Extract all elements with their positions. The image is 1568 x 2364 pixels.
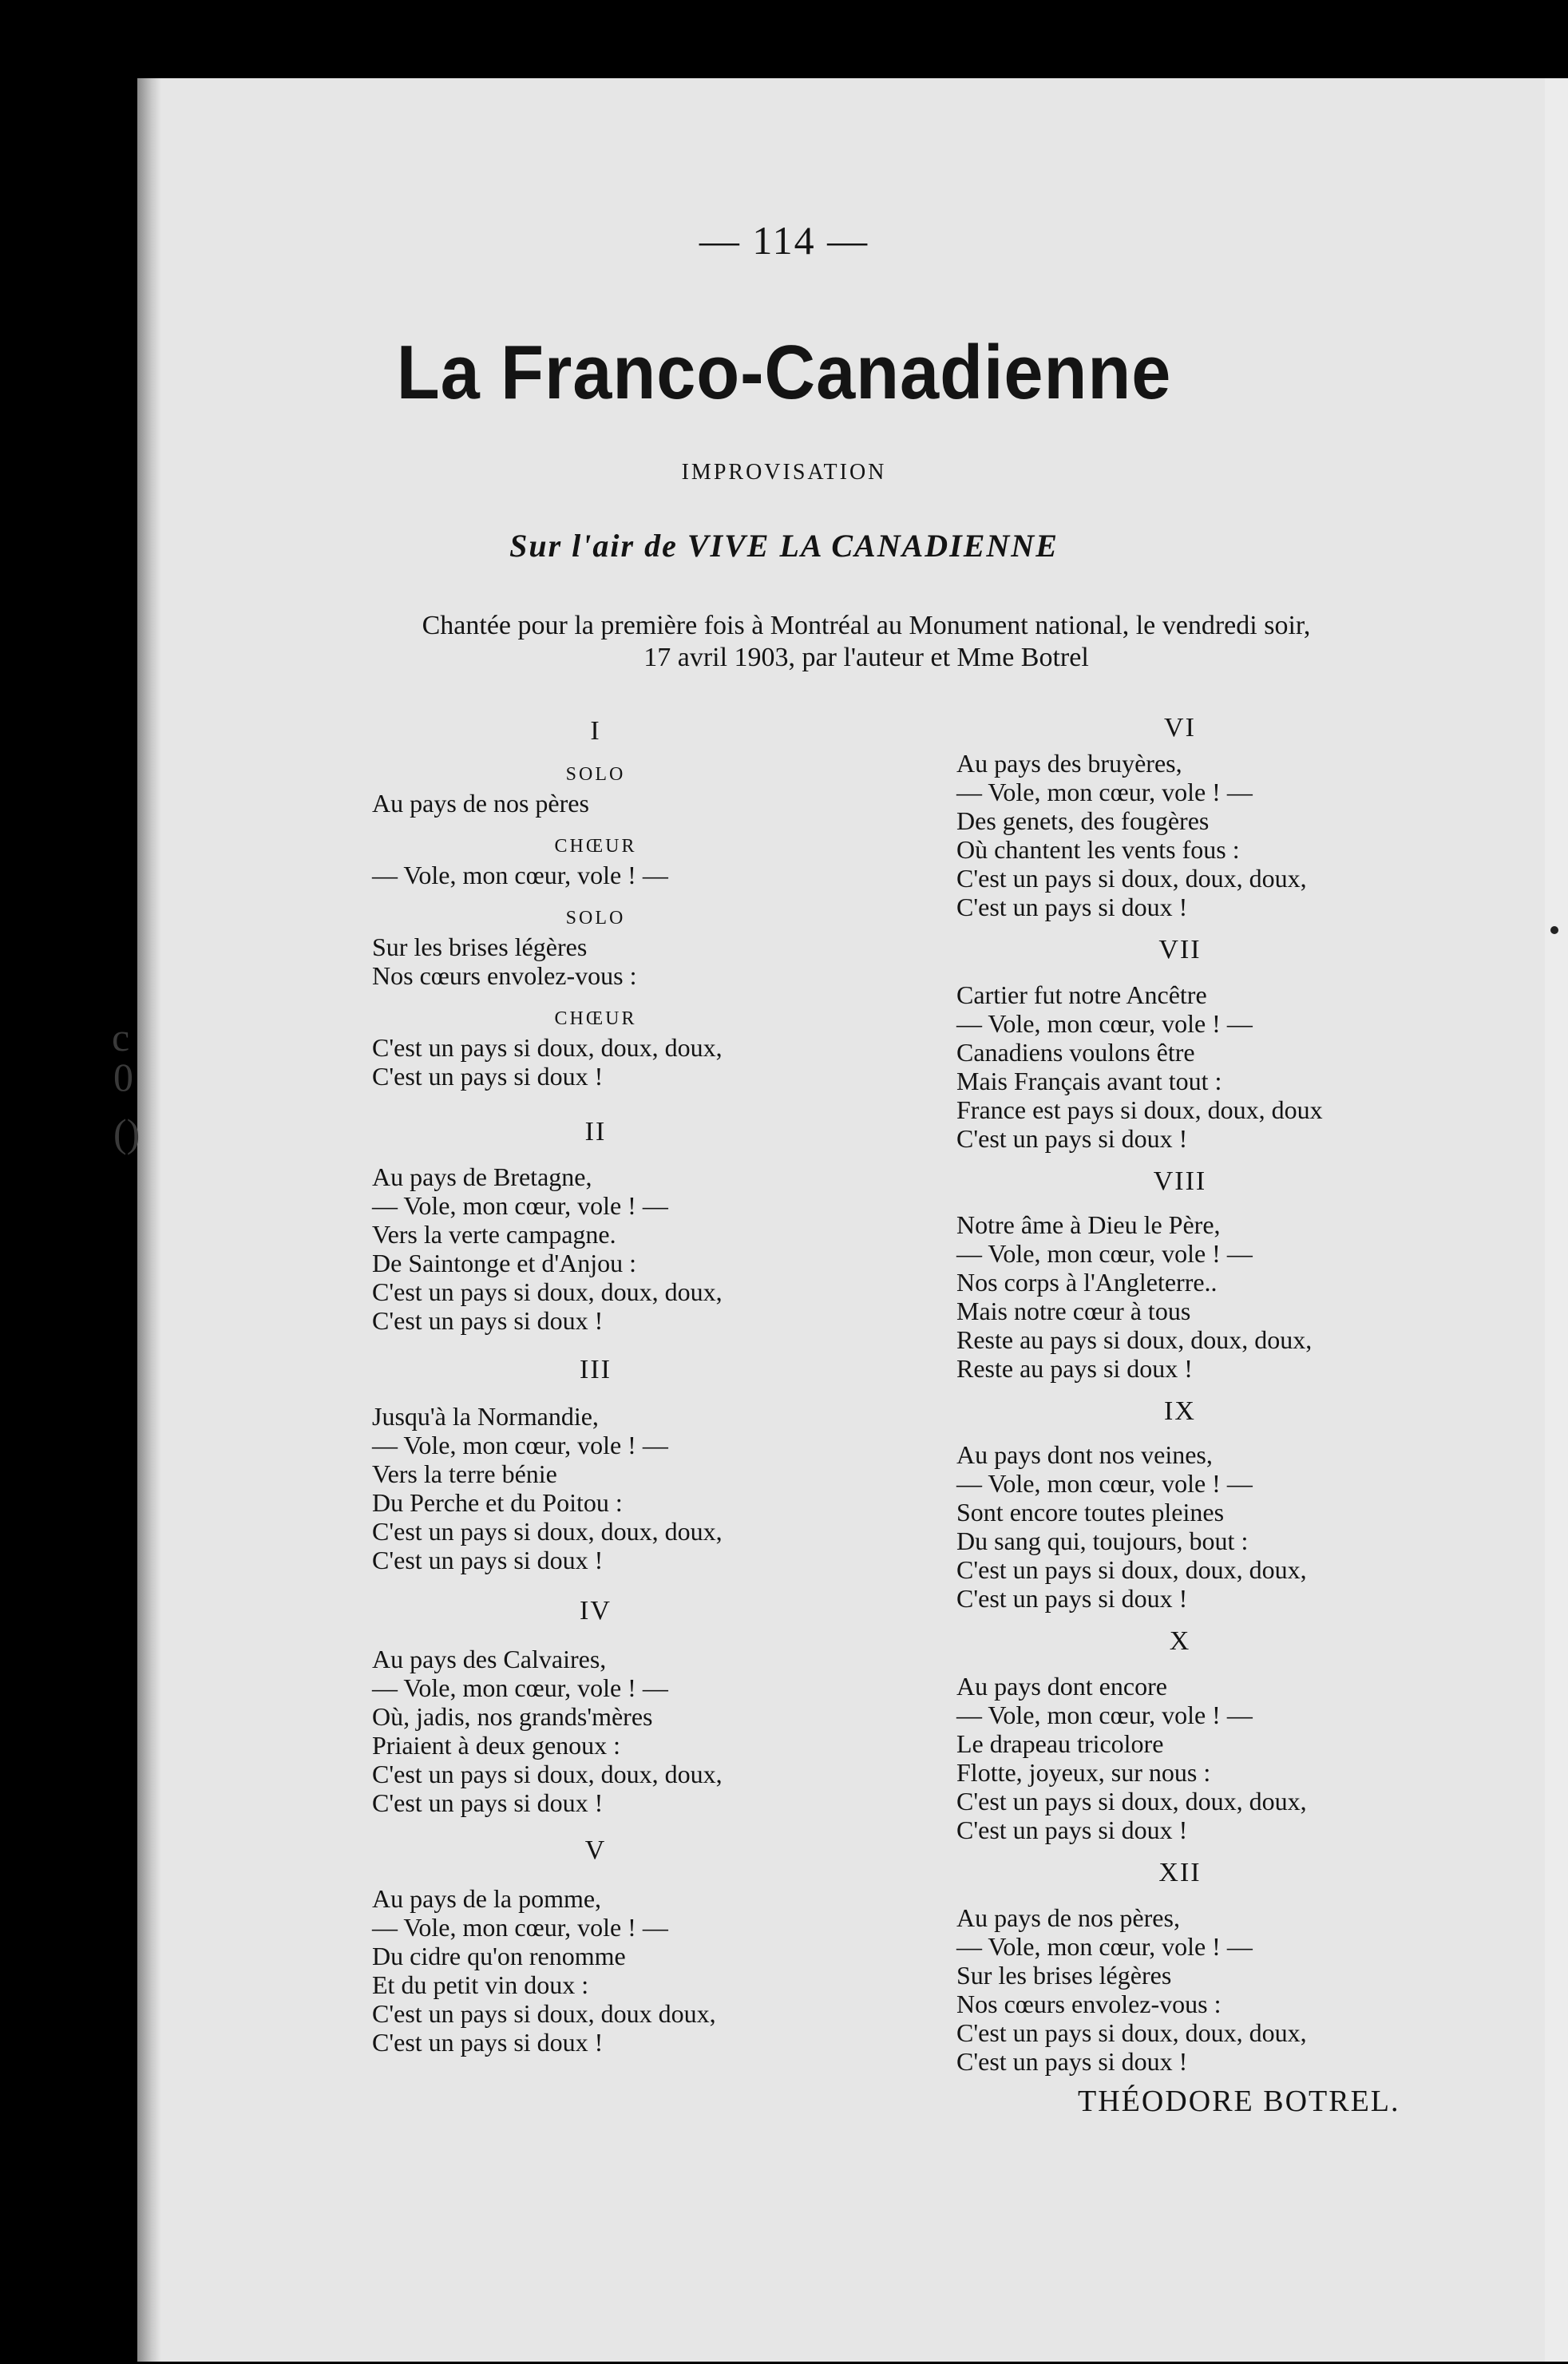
verse-line: Reste au pays si doux, doux, doux, — [956, 1325, 1313, 1354]
stanza-number: V — [584, 1835, 607, 1865]
verse-line: Vers la verte campagne. — [372, 1220, 616, 1249]
verse-line: C'est un pays si doux, doux, doux, — [956, 2018, 1307, 2047]
verse-line: Priaient à deux genoux : — [372, 1731, 621, 1760]
stanza-number: VIII — [1153, 1166, 1207, 1196]
stanza-number: VI — [1164, 713, 1196, 742]
verse-line: C'est un pays si doux ! — [372, 1788, 604, 1817]
verse-line: Le drapeau tricolore — [956, 1729, 1164, 1758]
verse-line: De Saintonge et d'Anjou : — [372, 1249, 637, 1277]
verse-line: Nos cœurs envolez-vous : — [372, 961, 637, 990]
verse-line: Au pays dont encore — [956, 1672, 1167, 1701]
voice-label: CHŒUR — [554, 1008, 637, 1029]
verse-line: Du Perche et du Poitou : — [372, 1488, 623, 1517]
verse-line: C'est un pays si doux ! — [956, 1584, 1188, 1613]
verse-line: C'est un pays si doux, doux, doux, — [372, 1277, 723, 1306]
verse-line: Canadiens voulons être — [956, 1038, 1195, 1067]
verse-line: Sur les brises légères — [956, 1961, 1172, 1990]
page-number: — 114 — — [699, 218, 869, 263]
verse-line: Mais Français avant tout : — [956, 1067, 1222, 1095]
verse-line: C'est un pays si doux ! — [372, 1546, 604, 1574]
verse-line: C'est un pays si doux, doux, doux, — [372, 1517, 723, 1546]
facing-page-edge — [1545, 78, 1568, 2362]
verse-line: Du sang qui, toujours, bout : — [956, 1527, 1249, 1555]
verse-line: C'est un pays si doux ! — [956, 1816, 1188, 1844]
song-title: La Franco-Canadienne — [396, 330, 1172, 415]
verse-line: — Vole, mon cœur, vole ! — — [956, 1009, 1253, 1038]
verse-line: — Vole, mon cœur, vole ! — — [956, 778, 1253, 806]
verse-line: Des genets, des fougères — [956, 806, 1210, 835]
verse-line: Cartier fut notre Ancêtre — [956, 980, 1207, 1009]
verse-line: — Vole, mon cœur, vole ! — — [372, 1431, 668, 1459]
verse-line: C'est un pays si doux ! — [372, 1306, 604, 1335]
verse-line: C'est un pays si doux ! — [372, 2028, 604, 2057]
verse-line: — Vole, mon cœur, vole ! — — [956, 1932, 1253, 1961]
verse-line: Nos cœurs envolez-vous : — [956, 1990, 1222, 2018]
stanza-number: I — [590, 716, 601, 746]
verse-line: C'est un pays si doux, doux, doux, — [372, 1033, 723, 1062]
verse-line: — Vole, mon cœur, vole ! — — [372, 1913, 668, 1942]
verse-line: France est pays si doux, doux, doux — [956, 1095, 1323, 1124]
song-subtitle: IMPROVISATION — [681, 460, 887, 485]
verse-line: Au pays dont nos veines, — [956, 1440, 1213, 1469]
verse-line: Au pays de Bretagne, — [372, 1162, 592, 1191]
stanza-number: X — [1169, 1626, 1191, 1656]
verse-line: C'est un pays si doux, doux, doux, — [372, 1760, 723, 1788]
dedication-line: Chantée pour la première fois à Montréal au Monument national, le vendredi soir, — [422, 611, 1311, 640]
verse-line: C'est un pays si doux, doux, doux, — [956, 864, 1307, 893]
verse-line: — Vole, mon cœur, vole ! — — [956, 1239, 1253, 1268]
stanza-number: II — [584, 1117, 607, 1146]
verse-line: Notre âme à Dieu le Père, — [956, 1210, 1221, 1239]
verse-line: C'est un pays si doux ! — [956, 893, 1188, 921]
verse-line: Reste au pays si doux ! — [956, 1354, 1193, 1383]
verse-line: C'est un pays si doux, doux doux, — [372, 1999, 716, 2028]
verse-line: Sur les brises légères — [372, 933, 588, 961]
verse-line: C'est un pays si doux ! — [372, 1062, 604, 1091]
verse-line: Au pays de nos pères — [372, 789, 589, 818]
edge-mark: c — [112, 1015, 130, 1059]
verse-line: Au pays de la pomme, — [372, 1884, 602, 1913]
verse-line: — Vole, mon cœur, vole ! — — [372, 1673, 668, 1702]
binding-edge — [137, 78, 161, 2362]
page-sheet — [137, 78, 1545, 2362]
verse-line: Nos corps à l'Angleterre.. — [956, 1268, 1218, 1297]
voice-label: SOLO — [565, 764, 626, 785]
stanza-number: IV — [580, 1596, 612, 1625]
verse-line: Sont encore toutes pleines — [956, 1498, 1225, 1527]
voice-label: CHŒUR — [554, 836, 637, 857]
verse-line: Flotte, joyeux, sur nous : — [956, 1758, 1211, 1787]
stanza-number: XII — [1158, 1858, 1202, 1887]
author-signature: THÉODORE BOTREL. — [1078, 2085, 1400, 2118]
verse-line: — Vole, mon cœur, vole ! — — [956, 1469, 1253, 1498]
verse-line: Mais notre cœur à tous — [956, 1297, 1191, 1325]
verse-line: — Vole, mon cœur, vole ! — — [956, 1701, 1253, 1729]
verse-line: Au pays des Calvaires, — [372, 1645, 607, 1673]
verse-line: C'est un pays si doux, doux, doux, — [956, 1555, 1307, 1584]
dedication — [295, 610, 1437, 674]
edge-dot — [1550, 926, 1558, 934]
verse-line: Au pays de nos pères, — [956, 1903, 1180, 1932]
verse-line: — Vole, mon cœur, vole ! — — [372, 861, 668, 889]
tune-line: Sur l'air de VIVE LA CANADIENNE — [509, 528, 1059, 564]
verse-line: Où chantent les vents fous : — [956, 835, 1240, 864]
stanza-number: III — [580, 1355, 612, 1384]
dedication-line: 17 avril 1903, par l'auteur et Mme Botrel — [643, 643, 1089, 672]
verse-line: Jusqu'à la Normandie, — [372, 1402, 599, 1431]
verse-line: Vers la terre bénie — [372, 1459, 557, 1488]
stanza-number: IX — [1164, 1396, 1196, 1426]
verse-line: Au pays des bruyères, — [956, 749, 1182, 778]
stanza-number: VII — [1158, 935, 1202, 964]
edge-mark: () — [113, 1111, 141, 1155]
verse-line: C'est un pays si doux ! — [956, 1124, 1188, 1153]
verse-line: Et du petit vin doux : — [372, 1970, 589, 1999]
verse-line: Du cidre qu'on renomme — [372, 1942, 626, 1970]
voice-label: SOLO — [565, 908, 626, 929]
verse-line: C'est un pays si doux ! — [956, 2047, 1188, 2076]
verse-line: — Vole, mon cœur, vole ! — — [372, 1191, 668, 1220]
verse-line: Où, jadis, nos grands'mères — [372, 1702, 653, 1731]
edge-mark: 0 — [113, 1055, 133, 1099]
verse-line: C'est un pays si doux, doux, doux, — [956, 1787, 1307, 1816]
